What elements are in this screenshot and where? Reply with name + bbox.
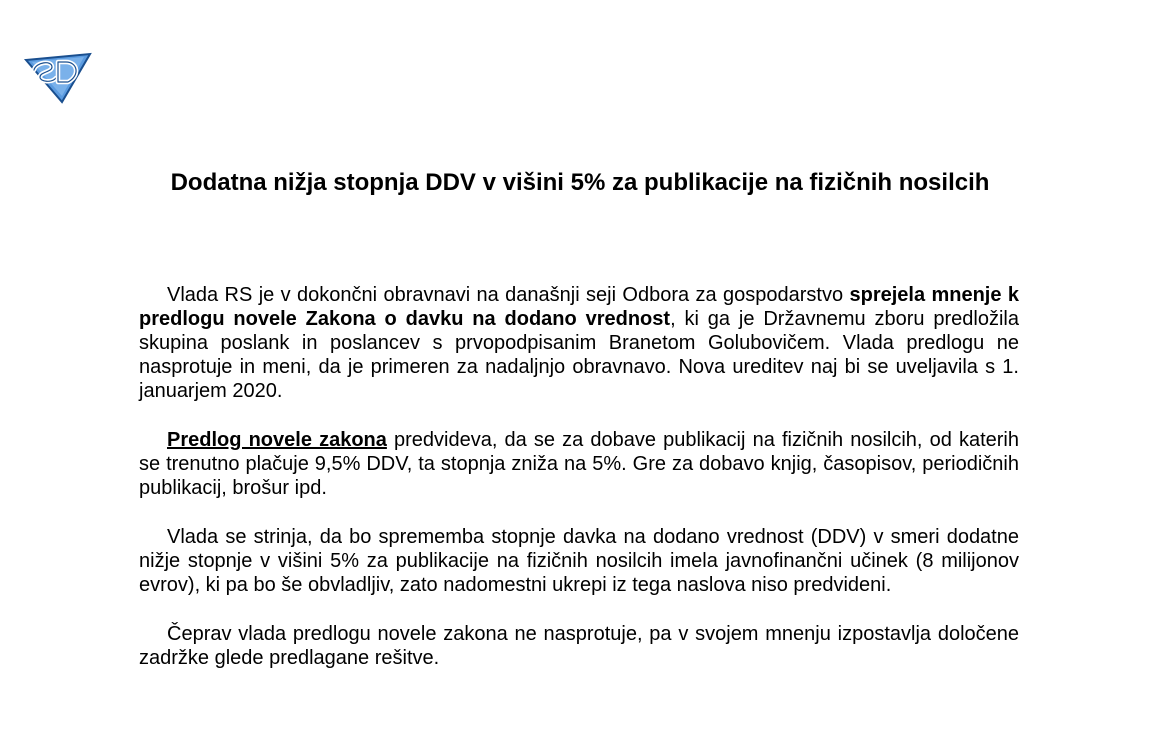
paragraph-2-text: predvideva, da se za dobave publikacij na fizičnih nosilcih, od katerih se trenutno plačuje 9,5% DDV, ta stopnja zniža na 5%. Gre za dobavo knjig, časopisov, periodičnih publikacij, brošur ipd. (139, 429, 1020, 499)
paragraph-1-text-start: Vlada RS je v dokončni obravnavi na današnji seji Odbora za gospodarstvo (167, 284, 850, 306)
paragraph-3: Vlada se strinja, da bo sprememba stopnje davka na dodano vrednost (DDV) v smeri dodatne nižje stopnje v višini 5% za publikacije na fizičnih nosilcih imela javnofinančni učinek (8 milijonov evrov), ki pa bo še obvladljiv, zato nadomestni ukrepi iz tega naslova niso predvideni. (139, 526, 1019, 596)
paragraph-2 (139, 428, 1019, 500)
paragraph-4: Čeprav vlada predlogu novele zakona ne nasprotuje, pa v svojem mnenju izpostavlja določene zadržke glede predlagane rešitve. (139, 623, 1019, 669)
paragraph-1-bold-text: sprejela mnenje k predlogu novele Zakona o davku na dodano vrednost (139, 284, 1019, 330)
paragraph-1-text-end: , ki ga je Državnemu zboru predložila skupina poslank in poslancev s prvopodpisanim Branetom Golubovičem. Vlada predlogu ne nasprotuje in meni, da je primeren za nadaljnjo obravnavo. Nova ureditev naj bi se uveljavila s 1. januarjem 2020. (139, 308, 1019, 402)
predlog-novele-link[interactable]: Predlog novele zakona (167, 429, 387, 451)
paragraph-1 (139, 283, 1019, 403)
sd-logo-icon (22, 50, 94, 104)
document-body (139, 283, 1019, 695)
document-title: Dodatna nižja stopnja DDV v višini 5% za publikacije na fizičnih nosilcih (170, 169, 990, 196)
